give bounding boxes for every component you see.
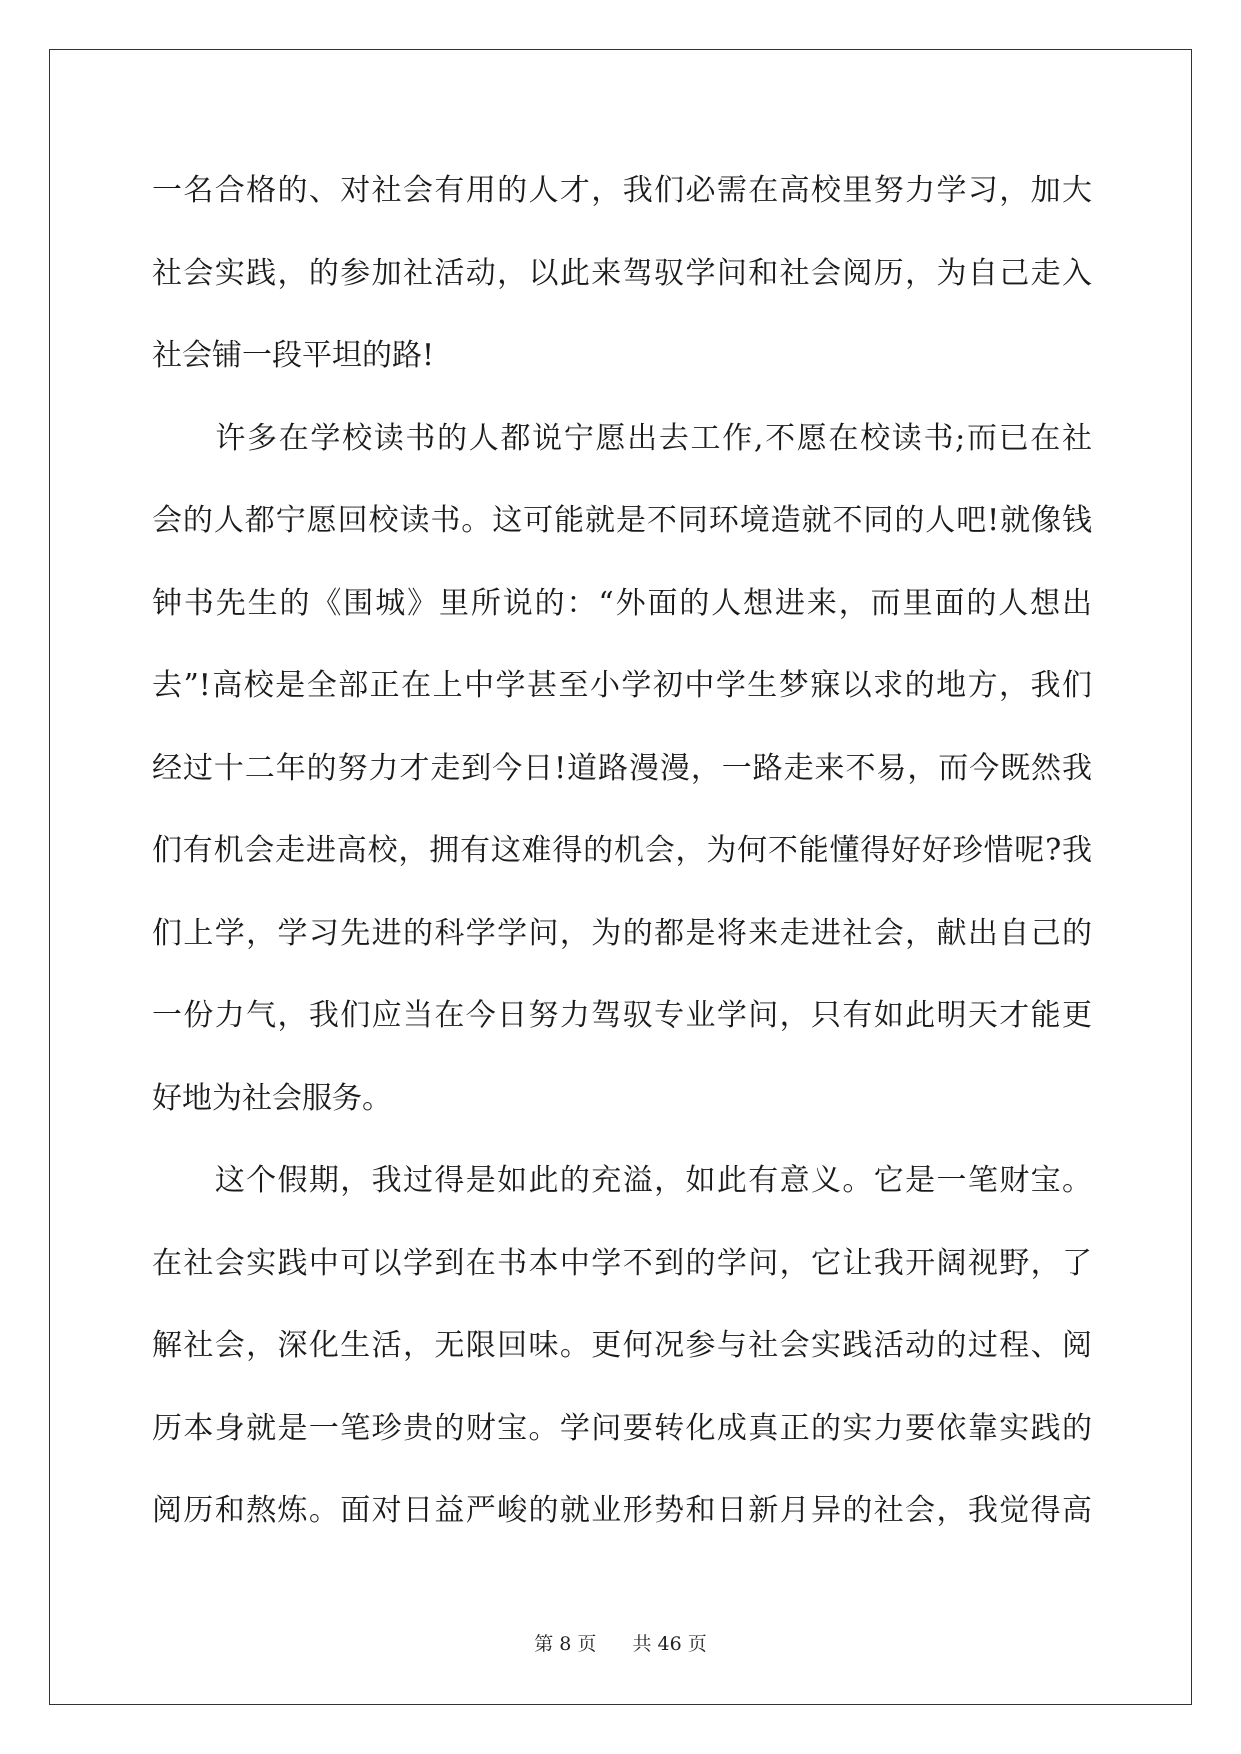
text-line: 一份力气，我们应当在今日努力驾驭专业学问，只有如此明天才能更 bbox=[152, 998, 1092, 1033]
text-line: 在社会实践中可以学到在书本中学不到的学问，它让我开阔视野，了 bbox=[152, 1245, 1092, 1281]
text-line: 许多在学校读书的人都说宁愿出去工作,不愿在校读书;而已在社 bbox=[152, 420, 1092, 456]
page-number-total: 共 46 页 bbox=[632, 1633, 707, 1655]
text-line: 这个假期，我过得是如此的充溢，如此有意义。它是一笔财宝。 bbox=[152, 1163, 1092, 1198]
paragraph-2 bbox=[152, 398, 1092, 1141]
document-body bbox=[152, 150, 1092, 1553]
text-line: 们上学，学习先进的科学学问，为的都是将来走进社会，献出自己的 bbox=[152, 915, 1092, 951]
text-line: 去”!高校是全部正在上中学甚至小学初中学生梦寐以求的地方，我们 bbox=[152, 668, 1092, 703]
text-line: 会的人都宁愿回校读书。这可能就是不同环境造就不同的人吧!就像钱 bbox=[152, 503, 1092, 538]
paragraph-1 bbox=[152, 150, 1092, 398]
text-line: 解社会，深化生活，无限回味。更何况参与社会实践活动的过程、阅 bbox=[152, 1328, 1092, 1363]
text-line: 好地为社会服务。 bbox=[152, 1080, 392, 1116]
text-line: 钟书先生的《围城》里所说的：“外面的人想进来，而里面的人想出 bbox=[152, 585, 1092, 621]
text-line: 社会实践，的参加社活动，以此来驾驭学问和社会阅历，为自己走入 bbox=[152, 255, 1092, 291]
text-line: 一名合格的、对社会有用的人才，我们必需在高校里努力学习，加大 bbox=[152, 173, 1092, 208]
page-footer bbox=[0, 1629, 1241, 1656]
page-number-current: 第 8 页 bbox=[534, 1633, 597, 1655]
text-line: 阅历和熬炼。面对日益严峻的就业形势和日新月异的社会，我觉得高 bbox=[152, 1493, 1092, 1528]
text-line: 们有机会走进高校，拥有这难得的机会，为何不能懂得好好珍惜呢?我 bbox=[152, 833, 1092, 868]
text-line: 社会铺一段平坦的路! bbox=[152, 338, 435, 373]
text-line: 经过十二年的努力才走到今日!道路漫漫，一路走来不易，而今既然我 bbox=[152, 750, 1092, 786]
paragraph-3 bbox=[152, 1140, 1092, 1553]
text-line: 历本身就是一笔珍贵的财宝。学问要转化成真正的实力要依靠实践的 bbox=[152, 1410, 1092, 1446]
